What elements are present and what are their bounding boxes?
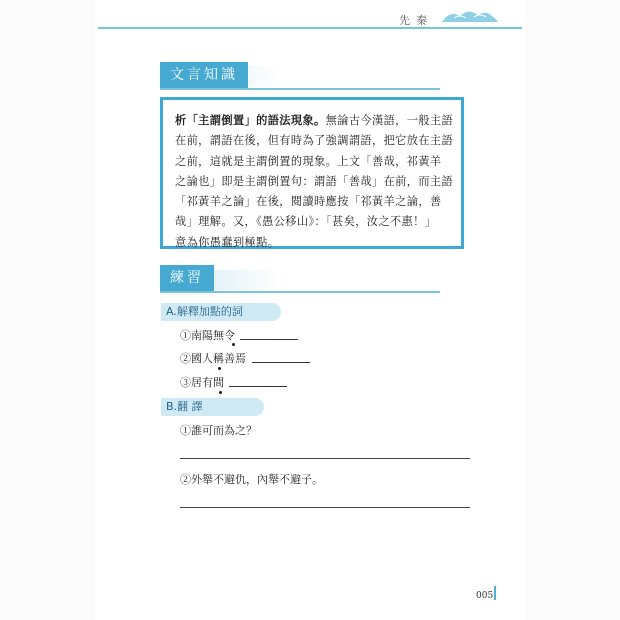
- knowledge-line: 之論也」即是主謂倒置句：謂語「善哉」在前，而主語: [175, 174, 454, 188]
- section-title-knowledge: 文言知識: [160, 62, 248, 88]
- section-rule: [160, 291, 440, 293]
- answer-blank[interactable]: [252, 362, 310, 363]
- knowledge-line: 哉」理解。又，《愚公移山》：「甚矣，汝之不惠！」: [175, 215, 437, 229]
- knowledge-line: [175, 110, 454, 131]
- exercise-a-heading: A.解釋加點的詞: [161, 303, 281, 321]
- knowledge-line: 意為你愚蠢到極點。: [175, 235, 280, 249]
- knowledge-box: [160, 97, 464, 249]
- chapter-title: 先秦: [399, 14, 433, 27]
- exercise-b-item-1: ①誰可而為之？: [180, 424, 257, 437]
- knowledge-line: 在前，謂語在後，但有時為了強調謂語，把它放在主語: [175, 134, 454, 148]
- page-number: 005: [476, 591, 494, 601]
- exercise-a-item-1: ①南陽無令: [180, 329, 235, 342]
- exercise-a-item-2: ②國人稱善焉: [180, 352, 246, 365]
- knowledge-line: 之前，這就是主謂倒置的現象。上文「善哉，祁黃羊: [175, 154, 442, 168]
- wave-ornament-icon: [440, 6, 500, 26]
- header-rule: [98, 27, 522, 29]
- exercise-b-item-2: ②外舉不避仇，內舉不避子。: [180, 473, 323, 486]
- translation-answer-line[interactable]: [180, 458, 470, 459]
- answer-blank[interactable]: [240, 339, 298, 340]
- exercise-a-item-3: ③居有間: [180, 376, 224, 389]
- page-number-bar: [494, 586, 496, 600]
- knowledge-text: 無論古今漢語，一般主語: [325, 114, 454, 127]
- emphasis-dot: [219, 391, 222, 394]
- section-title-exercise: 練習: [160, 265, 214, 291]
- answer-blank[interactable]: [229, 386, 287, 387]
- knowledge-line: 「祁黃羊之論」在後，閱讀時應按「祁黃羊之論，善: [175, 195, 442, 209]
- page-sheet: [95, 0, 525, 620]
- translation-answer-line[interactable]: [180, 507, 470, 508]
- exercise-b-heading: B.翻 譯: [161, 398, 264, 416]
- section-rule: [160, 88, 440, 90]
- knowledge-lead: 析「主謂倒置」的語法現象。: [175, 113, 326, 127]
- emphasis-dot: [218, 367, 221, 370]
- emphasis-dot: [232, 343, 235, 346]
